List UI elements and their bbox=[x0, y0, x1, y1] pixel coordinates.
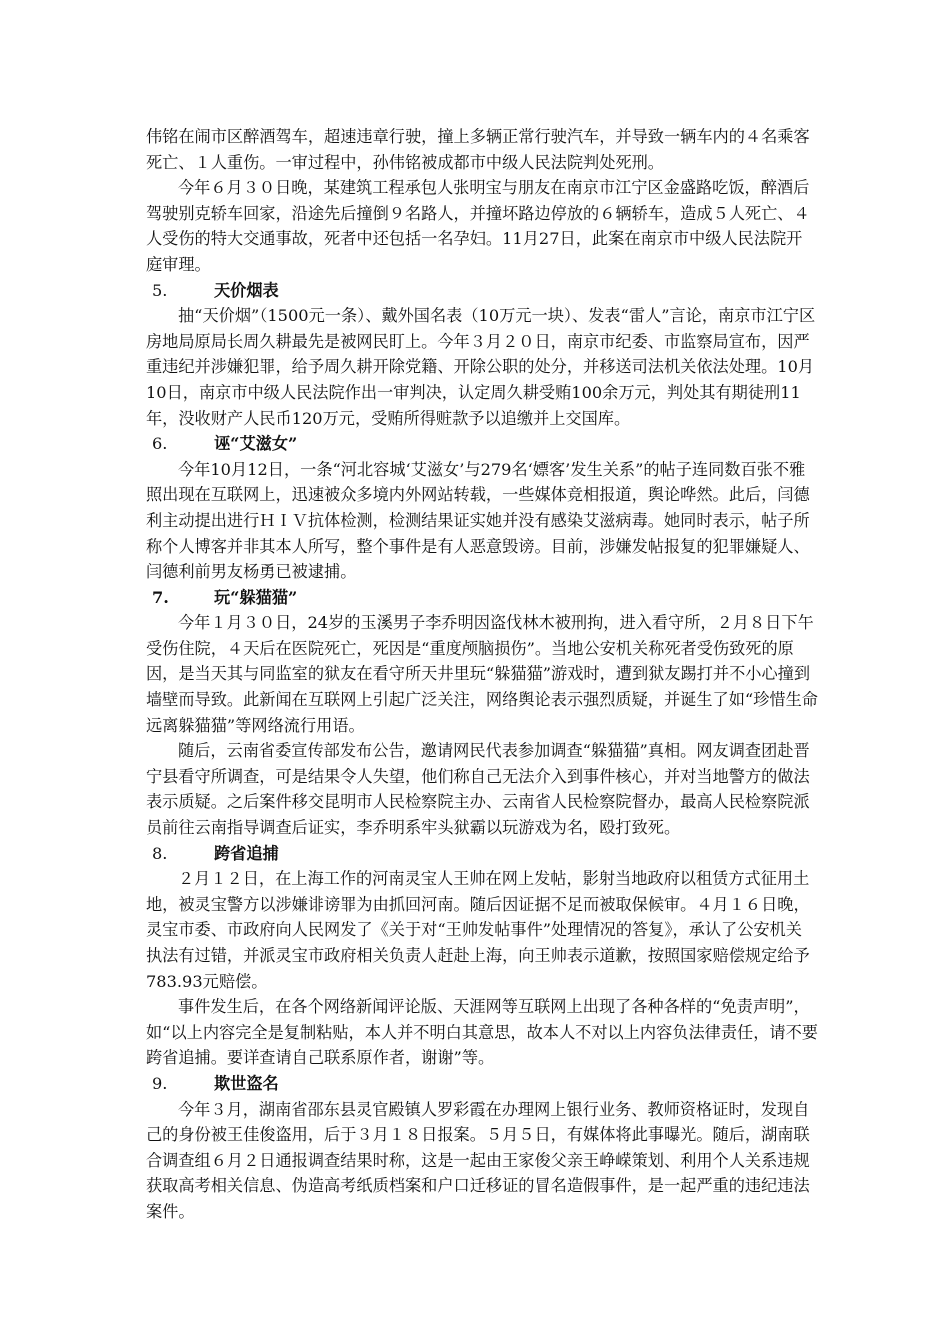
paragraph-zhou-jiugeng: 抽“天价烟”（1500元一条）、戴外国名表（10万元一块）、发表“雷人”言论，南京市江宁区房地局原局长周久耕最先是被网民盯上。今年３月２０日，南京市纪委、市监察局宣布，因严重违纪并涉嫌犯罪，给予周久耕开除党籍、开除公职的处分，并移送司法机关依法处理。10月10日，南京市中级人民法院作出一审判决，认定周久耕受贿100余万元，判处其有期徒刑11年，没收财产人民币120万元，受贿所得赃款予以追缴并上交国库。 bbox=[146, 306, 816, 428]
section-heading-9 bbox=[146, 1071, 818, 1097]
section-title: 天价烟表 bbox=[214, 280, 279, 300]
section-number: 7. bbox=[152, 587, 169, 607]
section-title: 欺世盗名 bbox=[214, 1073, 279, 1093]
section-number: 9. bbox=[152, 1073, 168, 1093]
paragraph-intro: 伟铭在闹市区醉酒驾车，超速违章行驶，撞上多辆正常行驶汽车，并导致一辆车内的４名乘客死亡、１人重伤。一审过程中，孙伟铭被成都市中级人民法院判处死刑。 bbox=[146, 127, 810, 172]
paragraph-cross-province-1: ２月１２日，在上海工作的河南灵宝人王帅在网上发帖，影射当地政府以租赁方式征用土地，被灵宝警方以涉嫌诽谤罪为由抓回河南。随后因证据不足而被取保候审。４月１６日晚，灵宝市委、市政府向人民网发了《关于对“王帅发帖事件”处理情况的答复》，承认了公安机关执法有过错，并派灵宝市政府相关负责人赶赴上海，向王帅表示道歉，按照国家赔偿规定给予783.93元赔偿。 bbox=[146, 869, 810, 991]
section-title: 玩“躲猫猫” bbox=[214, 587, 298, 607]
section-heading-5 bbox=[146, 278, 818, 304]
paragraph-hide-and-seek-2: 随后，云南省委宣传部发布公告，邀请网民代表参加调查“躲猫猫”真相。网友调查团赴晋宁县看守所调查，可是结果令人失望，他们称自己无法介入到事件核心，并对当地警方的做法表示质疑。之后案件移交昆明市人民检察院主办、云南省人民检察院督办，最高人民检察院派员前往云南指导调查后证实，李乔明系牢头狱霸以玩游戏为名，殴打致死。 bbox=[146, 741, 810, 838]
section-number: 6. bbox=[152, 434, 168, 454]
paragraph-identity-theft: 今年３月，湖南省邵东县灵官殿镇人罗彩霞在办理网上银行业务、教师资格证时，发现自己的身份被王佳俊盗用，后于３月１８日报案。５月５日，有媒体将此事曝光。随后，湖南联合调查组６月２日通报调查结果时称，这是一起由王家俊父亲王峥嵘策划、利用个人关系违规获取高考相关信息、伪造高考纸质档案和户口迁移证的冒名造假事件，是一起严重的违纪违法案件。 bbox=[146, 1099, 810, 1221]
paragraph-hide-and-seek-1: 今年１月３０日，24岁的玉溪男子李乔明因盗伐林木被刑拘，进入看守所，２月８日下午受伤住院，４天后在医院死亡，死因是“重度颅脑损伤”。当地公安机关称死者受伤致死的原因，是当天其与同监室的狱友在看守所天井里玩“躲猫猫”游戏时，遭到狱友踢打并不小心撞到墙壁而导致。此新闻在互联网上引起广泛关注，网络舆论表示强烈质疑，并诞生了如“珍惜生命远离躲猫猫”等网络流行用语。 bbox=[146, 613, 818, 735]
paragraph-nanjing-drunk-driving: 今年６月３０日晚，某建筑工程承包人张明宝与朋友在南京市江宁区金盛路吃饭，醉酒后驾驶别克轿车回家，沿途先后撞倒９名路人，并撞坏路边停放的６辆轿车，造成５人死亡、４人受伤的特大交通事故，死者中还包括一名孕妇。11月27日，此案在南京市中级人民法院开庭审理。 bbox=[146, 178, 810, 274]
section-title: 跨省追捕 bbox=[214, 843, 279, 863]
paragraph-aids-girl: 今年10月12日，一条“河北容城‘艾滋女’与279名‘嫖客’发生关系”的帖子连同数百张不雅照出现在互联网上，迅速被众多境内外网站转载，一些媒体竞相报道，舆论哗然。此后，闫德利主动提出进行ＨＩＶ抗体检测，检测结果证实她并没有感染艾滋病毒。她同时表示，帖子所称个人博客并非其本人所写，整个事件是有人恶意毁谤。目前，涉嫌发帖报复的犯罪嫌疑人、闫德利前男友杨勇已被逮捕。 bbox=[146, 459, 810, 582]
section-heading-7 bbox=[146, 585, 818, 611]
section-heading-6 bbox=[146, 431, 818, 457]
section-number: 5. bbox=[152, 280, 168, 300]
section-heading-8 bbox=[146, 841, 818, 867]
paragraph-cross-province-2: 事件发生后，在各个网络新闻评论版、天涯网等互联网上出现了各种各样的“免责声明”，如“以上内容完全是复制粘贴，本人并不明白其意思，故本人不对以上内容负法律责任，请不要跨省追捕。要详查请自己联系原作者，谢谢”等。 bbox=[146, 997, 818, 1068]
section-title: 诬“艾滋女” bbox=[214, 434, 298, 454]
document-page bbox=[146, 124, 818, 1225]
section-number: 8. bbox=[152, 843, 168, 863]
